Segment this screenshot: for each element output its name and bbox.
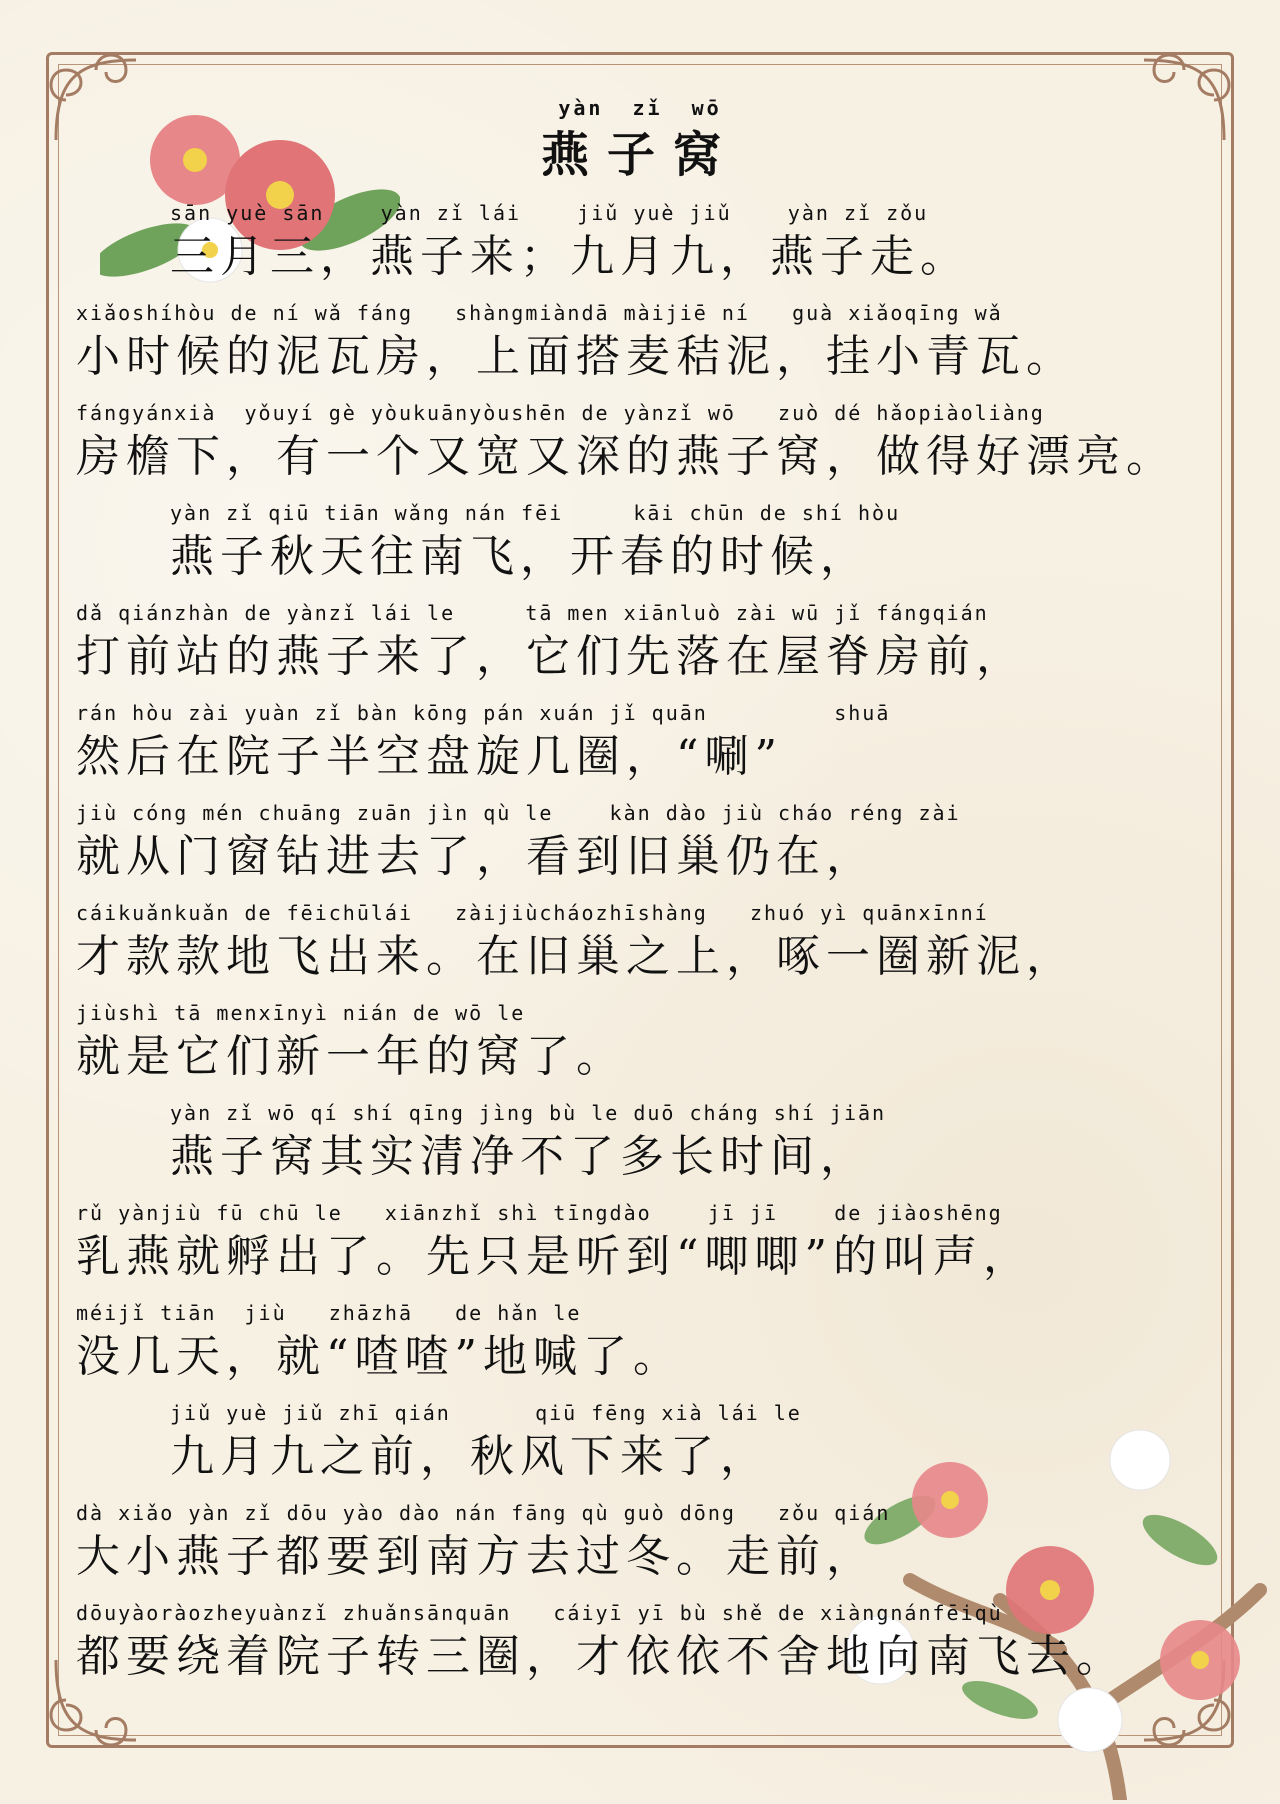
poem-line: [76, 1498, 1216, 1598]
poem-line: [76, 1598, 1216, 1698]
poem-line: [76, 1298, 1216, 1398]
line-pinyin: yàn zǐ wō qí shí qīng jìng bù le duō cháng shí jiān: [170, 1101, 887, 1125]
poem-line: [76, 598, 1216, 698]
line-pinyin: rǔ yànjiù fū chū le xiānzhǐ shì tīngdào jī jī de jiàoshēng: [76, 1201, 1003, 1225]
line-text: 三月三，燕子来；九月九，燕子走。: [170, 231, 970, 282]
line-pinyin: xiǎoshíhòu de ní wǎ fáng shàngmiàndā màijiē ní guà xiǎoqīng wǎ: [76, 301, 1003, 325]
poem-line: [76, 998, 1216, 1098]
line-pinyin: fángyánxià yǒuyí gè yòukuānyòushēn de yànzǐ wō zuò dé hǎopiàoliàng: [76, 401, 1045, 425]
line-pinyin: rán hòu zài yuàn zǐ bàn kōng pán xuán jǐ quān shuā: [76, 701, 891, 725]
line-pinyin: jiǔ yuè jiǔ zhī qián qiū fēng xià lái le: [170, 1401, 802, 1425]
line-pinyin: yàn zǐ qiū tiān wǎng nán fēi kāi chūn de shí hòu: [170, 501, 901, 525]
poem-line: [170, 498, 1220, 598]
poem-line: [76, 698, 1216, 798]
page-title: 燕子窝: [540, 127, 739, 183]
line-pinyin: jiù cóng mén chuāng zuān jìn qù le kàn dào jiù cháo réng zài: [76, 801, 961, 825]
poem-line: [76, 1198, 1216, 1298]
poem-line: [76, 398, 1216, 498]
line-pinyin: méijǐ tiān jiù zhāzhā de hǎn le: [76, 1301, 582, 1325]
line-text: 就从门窗钻进去了，看到旧巢仍在，: [76, 831, 876, 882]
poem-line: [76, 898, 1216, 998]
line-text: 小时候的泥瓦房，上面搭麦秸泥，挂小青瓦。: [76, 331, 1076, 382]
poem-line: [76, 298, 1216, 398]
line-pinyin: dà xiǎo yàn zǐ dōu yào dào nán fāng qù guò dōng zǒu qián: [76, 1501, 891, 1525]
line-pinyin: sān yuè sān yàn zǐ lái jiǔ yuè jiǔ yàn zǐ zǒu: [170, 201, 929, 225]
line-pinyin: cáikuǎnkuǎn de fēichūlái zàijiùcháozhīshàng zhuó yì quānxīnní: [76, 901, 989, 925]
line-text: 才款款地飞出来。在旧巢之上，啄一圈新泥，: [76, 931, 1076, 982]
line-text: 九月九之前，秋风下来了，: [170, 1431, 770, 1482]
line-text: 打前站的燕子来了，它们先落在屋脊房前，: [76, 631, 1026, 682]
line-text: 没几天，就“喳喳”地喊了。: [76, 1331, 683, 1382]
line-text: 都要绕着院子转三圈，才依依不舍地向南飞去。: [76, 1631, 1126, 1682]
poem-line: [170, 1098, 1220, 1198]
line-pinyin: dōuyàoràozheyuànzǐ zhuǎnsānquān cáiyī yī bù shě de xiàngnánfēiqù: [76, 1601, 1003, 1625]
line-text: 然后在院子半空盘旋几圈，“唰”: [76, 731, 783, 782]
poem-line: [170, 1398, 1220, 1498]
line-text: 就是它们新一年的窝了。: [76, 1031, 626, 1082]
line-text: 乳燕就孵出了。先只是听到“唧唧”的叫声，: [76, 1231, 1033, 1282]
poem-line: [170, 198, 1220, 298]
line-pinyin: jiùshì tā menxīnyì nián de wō le: [76, 1001, 526, 1025]
title-pinyin: yàn zǐ wō: [558, 96, 722, 120]
line-text: 大小燕子都要到南方去过冬。走前，: [76, 1531, 876, 1582]
line-text: 燕子窝其实清净不了多长时间，: [170, 1131, 870, 1182]
line-pinyin: dǎ qiánzhàn de yànzǐ lái le tā men xiānluò zài wū jǐ fángqián: [76, 601, 989, 625]
title-block: [0, 96, 1280, 185]
line-text: 燕子秋天往南飞，开春的时候，: [170, 531, 870, 582]
line-text: 房檐下，有一个又宽又深的燕子窝，做得好漂亮。: [76, 431, 1176, 482]
poem-line: [76, 798, 1216, 898]
